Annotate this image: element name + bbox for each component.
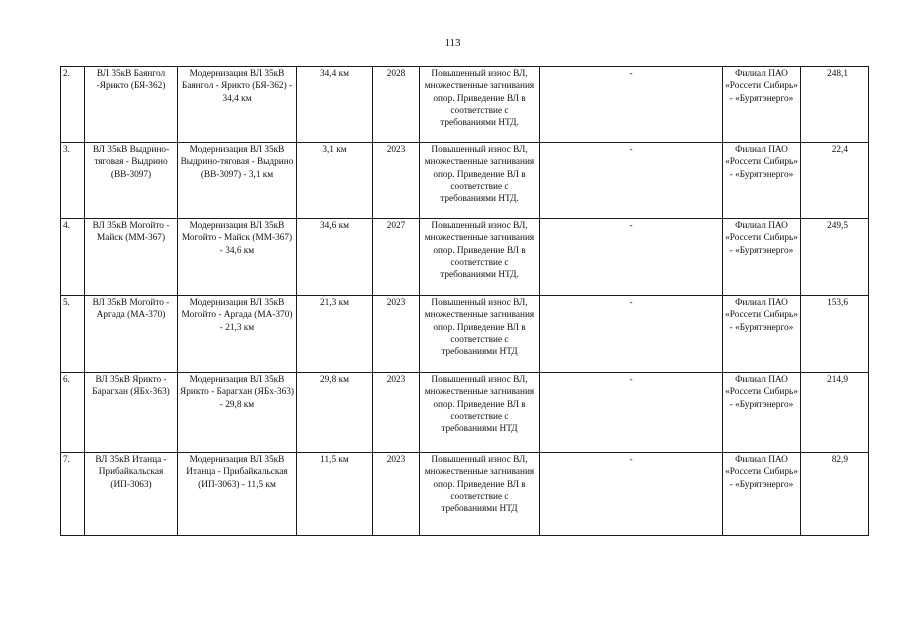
line-name: ВЛ 35кВ Могойто - Аргада (МА-370)	[85, 296, 178, 373]
row-number: 4.	[61, 219, 85, 296]
row-number: 6.	[61, 373, 85, 453]
reason: Повышенный износ ВЛ, множественные загнивания опор. Приведение ВЛ в соответствие с требованиями НТД	[420, 296, 540, 373]
cost-value: 22,4	[801, 143, 869, 219]
reason: Повышенный износ ВЛ, множественные загнивания опор. Приведение ВЛ в соответствие с требованиями НТД.	[420, 219, 540, 296]
extra-info: -	[540, 219, 723, 296]
line-name: ВЛ 35кВ Выдрино-тяговая - Выдрино (ВВ-3097)	[85, 143, 178, 219]
organization: Филиал ПАО «Россети Сибирь» - «Бурятэнерго»	[723, 373, 801, 453]
table-row	[61, 219, 869, 296]
year: 2023	[373, 296, 420, 373]
work-description: Модернизация ВЛ 35кВ Ярикто - Барагхан (ЯБх-363) - 29,8 км	[178, 373, 297, 453]
row-number: 3.	[61, 143, 85, 219]
reason: Повышенный износ ВЛ, множественные загнивания опор. Приведение ВЛ в соответствие с требованиями НТД.	[420, 143, 540, 219]
organization: Филиал ПАО «Россети Сибирь» - «Бурятэнерго»	[723, 453, 801, 536]
organization: Филиал ПАО «Россети Сибирь» - «Бурятэнерго»	[723, 67, 801, 143]
line-name: ВЛ 35кВ Могойто - Майск (ММ-367)	[85, 219, 178, 296]
organization: Филиал ПАО «Россети Сибирь» - «Бурятэнерго»	[723, 143, 801, 219]
table-row	[61, 373, 869, 453]
line-name: ВЛ 35кВ Ярикто - Барагхан (ЯБх-363)	[85, 373, 178, 453]
page-number: 113	[444, 37, 461, 49]
work-description: Модернизация ВЛ 35кВ Могойто - Майск (ММ-367) - 34,6 км	[178, 219, 297, 296]
extra-info: -	[540, 373, 723, 453]
cost-value: 82,9	[801, 453, 869, 536]
cost-value: 248,1	[801, 67, 869, 143]
line-length: 34,6 км	[297, 219, 373, 296]
line-length: 34,4 км	[297, 67, 373, 143]
line-length: 29,8 км	[297, 373, 373, 453]
line-length: 21,3 км	[297, 296, 373, 373]
reason: Повышенный износ ВЛ, множественные загнивания опор. Приведение ВЛ в соответствие с требованиями НТД.	[420, 67, 540, 143]
table-row	[61, 296, 869, 373]
reason: Повышенный износ ВЛ, множественные загнивания опор. Приведение ВЛ в соответствие с требованиями НТД	[420, 453, 540, 536]
table-row	[61, 453, 869, 536]
year: 2023	[373, 143, 420, 219]
extra-info: -	[540, 296, 723, 373]
work-description: Модернизация ВЛ 35кВ Баянгол - Ярикто (БЯ-362) - 34,4 км	[178, 67, 297, 143]
extra-info: -	[540, 143, 723, 219]
work-description: Модернизация ВЛ 35кВ Могойто - Аргада (МА-370) - 21,3 км	[178, 296, 297, 373]
cost-value: 249,5	[801, 219, 869, 296]
row-number: 2.	[61, 67, 85, 143]
line-length: 3,1 км	[297, 143, 373, 219]
table-row	[61, 143, 869, 219]
modernization-table	[60, 66, 869, 536]
year: 2023	[373, 373, 420, 453]
cost-value: 214,9	[801, 373, 869, 453]
extra-info: -	[540, 453, 723, 536]
table-row	[61, 67, 869, 143]
reason: Повышенный износ ВЛ, множественные загнивания опор. Приведение ВЛ в соответствие с требованиями НТД	[420, 373, 540, 453]
line-name: ВЛ 35кВ Баянгол -Ярикто (БЯ-362)	[85, 67, 178, 143]
year: 2023	[373, 453, 420, 536]
cost-value: 153,6	[801, 296, 869, 373]
line-length: 11,5 км	[297, 453, 373, 536]
organization: Филиал ПАО «Россети Сибирь» - «Бурятэнерго»	[723, 296, 801, 373]
year: 2027	[373, 219, 420, 296]
year: 2028	[373, 67, 420, 143]
line-name: ВЛ 35кВ Итанца - Прибайкальская (ИП-3063)	[85, 453, 178, 536]
extra-info: -	[540, 67, 723, 143]
work-description: Модернизация ВЛ 35кВ Выдрино-тяговая - Выдрино (ВВ-3097) - 3,1 км	[178, 143, 297, 219]
organization: Филиал ПАО «Россети Сибирь» - «Бурятэнерго»	[723, 219, 801, 296]
row-number: 7.	[61, 453, 85, 536]
row-number: 5.	[61, 296, 85, 373]
work-description: Модернизация ВЛ 35кВ Итанца - Прибайкальская (ИП-3063) - 11,5 км	[178, 453, 297, 536]
